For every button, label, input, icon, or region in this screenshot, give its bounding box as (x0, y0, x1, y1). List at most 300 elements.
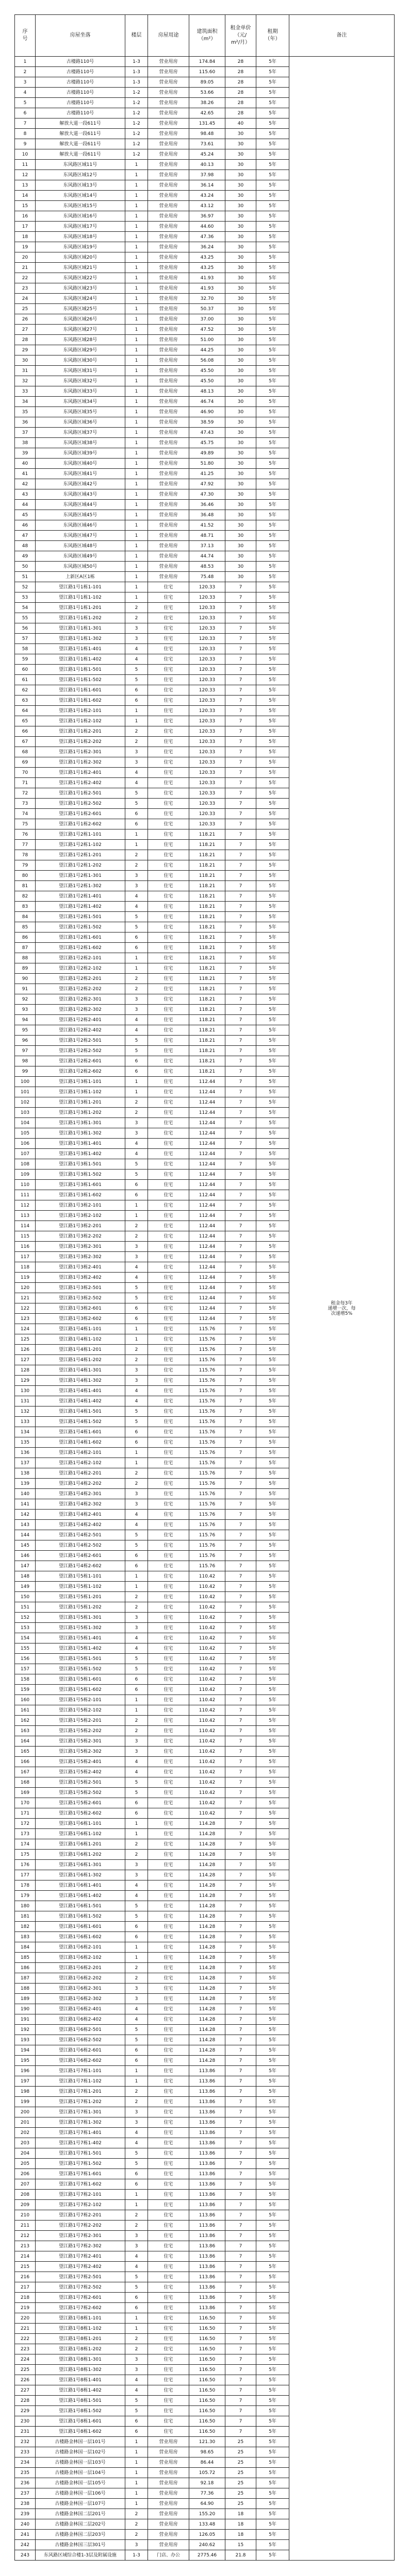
row-floor: 1-3 (125, 2550, 148, 2561)
row-no: 169 (15, 1788, 36, 1798)
row-area: 113.86 (189, 2107, 225, 2117)
row-no: 52 (15, 582, 36, 592)
row-use: 营业用房 (148, 500, 189, 510)
row-term: 5年 (256, 1200, 289, 1211)
row-location: 望江路1号1栋2-201 (36, 726, 125, 737)
row-location: 望江路1号6栋2-101 (36, 1942, 125, 1953)
row-no: 42 (15, 479, 36, 489)
row-rent: 7 (225, 850, 256, 860)
row-term: 5年 (256, 1118, 289, 1128)
row-no: 238 (15, 2499, 36, 2509)
row-area: 115.76 (189, 1437, 225, 1448)
row-area: 118.21 (189, 912, 225, 922)
row-location: 东风路区域48号 (36, 541, 125, 551)
row-no: 21 (15, 263, 36, 273)
row-use: 营业用房 (148, 2488, 189, 2499)
row-rent: 7 (225, 1149, 256, 1159)
row-term: 5年 (256, 1376, 289, 1386)
row-location: 东风路区域34号 (36, 397, 125, 407)
row-term: 5年 (256, 1273, 289, 1283)
row-no: 74 (15, 809, 36, 819)
row-floor: 4 (125, 2004, 148, 2014)
row-term: 5年 (256, 768, 289, 778)
row-location: 望江路1号4栋1-102 (36, 1334, 125, 1345)
row-floor: 1 (125, 345, 148, 355)
row-area: 51.00 (189, 335, 225, 345)
row-use: 住宅 (148, 1273, 189, 1283)
row-floor: 5 (125, 1159, 148, 1170)
row-use: 营业用房 (148, 242, 189, 252)
row-no: 106 (15, 1139, 36, 1149)
row-use: 营业用房 (148, 139, 189, 149)
row-rent: 7 (225, 1592, 256, 1602)
row-term: 5年 (256, 572, 289, 582)
row-no: 20 (15, 252, 36, 263)
header-rent: 租金单价 （元/ m²/月） (225, 15, 256, 57)
row-use: 住宅 (148, 2354, 189, 2365)
row-no: 22 (15, 273, 36, 283)
row-location: 望江路1号5栋2-601 (36, 1798, 125, 1808)
row-use: 住宅 (148, 2004, 189, 2014)
row-area: 115.76 (189, 1468, 225, 1479)
row-no: 46 (15, 520, 36, 531)
row-area: 113.86 (189, 2221, 225, 2231)
row-area: 120.33 (189, 716, 225, 726)
row-location: 望江路1号4栋2-202 (36, 1479, 125, 1489)
row-rent: 7 (225, 2303, 256, 2313)
row-rent: 7 (225, 2272, 256, 2282)
row-use: 营业用房 (148, 211, 189, 222)
row-term: 5年 (256, 1231, 289, 1242)
row-area: 115.76 (189, 1458, 225, 1468)
row-term: 5年 (256, 1561, 289, 1571)
row-term: 5年 (256, 829, 289, 840)
row-rent: 30 (225, 407, 256, 417)
row-no: 101 (15, 1087, 36, 1097)
row-use: 营业用房 (148, 572, 189, 582)
row-rent: 7 (225, 716, 256, 726)
row-no: 47 (15, 531, 36, 541)
row-rent: 7 (225, 644, 256, 654)
row-term: 5年 (256, 428, 289, 438)
row-location: 望江路1号4栋1-302 (36, 1376, 125, 1386)
row-location: 望江路1号8栋1-301 (36, 2354, 125, 2365)
row-use: 住宅 (148, 1200, 189, 1211)
row-term: 5年 (256, 1139, 289, 1149)
row-rent: 7 (225, 1953, 256, 1963)
row-rent: 7 (225, 1303, 256, 1314)
row-area: 112.44 (189, 1118, 225, 1128)
row-rent: 7 (225, 1180, 256, 1190)
row-rent: 7 (225, 582, 256, 592)
row-floor: 1 (125, 397, 148, 407)
row-floor: 6 (125, 933, 148, 943)
row-no: 54 (15, 603, 36, 613)
row-use: 住宅 (148, 1386, 189, 1396)
row-rent: 7 (225, 1406, 256, 1417)
row-location: 望江路1号5栋1-302 (36, 1623, 125, 1633)
row-term: 5年 (256, 912, 289, 922)
row-rent: 28 (225, 108, 256, 118)
row-location: 望江路1号3栋1-301 (36, 1118, 125, 1128)
row-no: 150 (15, 1592, 36, 1602)
row-floor: 1 (125, 355, 148, 366)
row-location: 望江路1号6栋1-602 (36, 1932, 125, 1942)
row-use: 营业用房 (148, 88, 189, 98)
row-no: 130 (15, 1386, 36, 1396)
row-no: 236 (15, 2478, 36, 2488)
row-area: 113.86 (189, 2190, 225, 2200)
row-floor: 5 (125, 1406, 148, 1417)
row-no: 116 (15, 1242, 36, 1252)
row-rent: 7 (225, 1674, 256, 1685)
row-use: 住宅 (148, 1190, 189, 1200)
row-floor: 5 (125, 1540, 148, 1551)
row-use: 营业用房 (148, 428, 189, 438)
row-no: 178 (15, 1880, 36, 1891)
row-floor: 1 (125, 829, 148, 840)
row-no: 210 (15, 2210, 36, 2221)
row-use: 住宅 (148, 1118, 189, 1128)
row-rent: 7 (225, 1314, 256, 1324)
row-floor: 3 (125, 881, 148, 891)
row-area: 118.21 (189, 922, 225, 933)
row-term: 5年 (256, 613, 289, 623)
row-floor: 4 (125, 644, 148, 654)
row-floor: 1 (125, 1448, 148, 1458)
row-floor: 2 (125, 2519, 148, 2530)
row-rent: 7 (225, 1097, 256, 1108)
row-area: 114.28 (189, 1891, 225, 1901)
row-area: 118.21 (189, 953, 225, 963)
row-floor: 1 (125, 283, 148, 294)
row-term: 5年 (256, 1314, 289, 1324)
row-rent: 7 (225, 2427, 256, 2437)
row-area: 114.28 (189, 1850, 225, 1860)
row-use: 住宅 (148, 2200, 189, 2210)
row-location: 望江路1号2栋1-402 (36, 902, 125, 912)
row-use: 住宅 (148, 1592, 189, 1602)
row-location: 望江路1号1栋2-601 (36, 809, 125, 819)
row-use: 住宅 (148, 2262, 189, 2272)
row-rent: 30 (225, 160, 256, 170)
row-no: 196 (15, 2066, 36, 2076)
row-rent: 7 (225, 1334, 256, 1345)
row-area: 118.21 (189, 963, 225, 974)
row-location: 东风路区域41号 (36, 469, 125, 479)
row-no: 228 (15, 2396, 36, 2406)
row-rent: 7 (225, 1221, 256, 1231)
row-area: 110.42 (189, 1664, 225, 1674)
row-term: 5年 (256, 1417, 289, 1427)
row-no: 211 (15, 2221, 36, 2231)
row-area: 118.21 (189, 1046, 225, 1056)
row-rent: 7 (225, 1077, 256, 1087)
row-floor: 2 (125, 603, 148, 613)
row-location: 望江路1号3栋2-502 (36, 1293, 125, 1303)
row-area: 45.24 (189, 149, 225, 160)
row-use: 住宅 (148, 592, 189, 603)
row-floor: 1 (125, 582, 148, 592)
row-area: 120.33 (189, 819, 225, 829)
row-floor: 2 (125, 613, 148, 623)
row-area: 110.42 (189, 1788, 225, 1798)
row-no: 112 (15, 1200, 36, 1211)
row-area: 114.28 (189, 1942, 225, 1953)
row-use: 住宅 (148, 943, 189, 953)
row-area: 110.42 (189, 1685, 225, 1695)
row-term: 5年 (256, 1777, 289, 1788)
row-floor: 3 (125, 1736, 148, 1747)
row-area: 126.05 (189, 2530, 225, 2540)
row-no: 35 (15, 407, 36, 417)
row-location: 望江路1号7栋2-501 (36, 2272, 125, 2282)
row-location: 古楼路金林国一层106号 (36, 2488, 125, 2499)
row-location: 东风路区域44号 (36, 500, 125, 510)
row-location: 古楼路金林国二层203号 (36, 2530, 125, 2540)
row-rent: 7 (225, 2066, 256, 2076)
row-term: 5年 (256, 1077, 289, 1087)
row-location: 东风路区域20号 (36, 252, 125, 263)
row-area: 110.42 (189, 1798, 225, 1808)
row-term: 5年 (256, 108, 289, 118)
row-no: 14 (15, 191, 36, 201)
row-floor: 1 (125, 273, 148, 283)
row-term: 5年 (256, 2478, 289, 2488)
row-rent: 7 (225, 840, 256, 850)
row-floor: 5 (125, 1901, 148, 1911)
row-use: 住宅 (148, 819, 189, 829)
row-term: 5年 (256, 1582, 289, 1592)
row-rent: 7 (225, 2334, 256, 2344)
row-location: 古楼路110号 (36, 108, 125, 118)
row-floor: 3 (125, 1499, 148, 1510)
row-location: 望江路1号2栋1-302 (36, 881, 125, 891)
row-term: 5年 (256, 2385, 289, 2396)
row-rent: 7 (225, 2035, 256, 2045)
row-term: 5年 (256, 2190, 289, 2200)
row-location: 望江路1号5栋1-502 (36, 1664, 125, 1674)
row-floor: 3 (125, 2107, 148, 2117)
row-no: 12 (15, 170, 36, 180)
row-floor: 1 (125, 263, 148, 273)
row-area: 114.28 (189, 1911, 225, 1922)
row-location: 望江路1号6栋1-101 (36, 1819, 125, 1829)
row-use: 住宅 (148, 840, 189, 850)
row-location: 望江路1号6栋1-301 (36, 1860, 125, 1870)
row-rent: 30 (225, 489, 256, 500)
row-use: 住宅 (148, 1520, 189, 1530)
row-use: 住宅 (148, 1829, 189, 1839)
row-area: 120.33 (189, 592, 225, 603)
row-rent: 7 (225, 902, 256, 912)
row-location: 望江路1号8栋1-302 (36, 2365, 125, 2375)
row-floor: 1-2 (125, 88, 148, 98)
row-rent: 7 (225, 1757, 256, 1767)
row-use: 住宅 (148, 582, 189, 592)
row-area: 53.66 (189, 88, 225, 98)
row-no: 117 (15, 1252, 36, 1262)
row-floor: 2 (125, 1973, 148, 1984)
row-term: 5年 (256, 2406, 289, 2416)
row-area: 98.65 (189, 2447, 225, 2458)
row-term: 5年 (256, 232, 289, 242)
row-use: 营业用房 (148, 551, 189, 562)
row-rent: 30 (225, 139, 256, 149)
row-floor: 2 (125, 1097, 148, 1108)
row-term: 5年 (256, 2437, 289, 2447)
row-area: 112.44 (189, 1200, 225, 1211)
row-rent: 7 (225, 2354, 256, 2365)
row-rent: 7 (225, 1880, 256, 1891)
row-area: 118.21 (189, 1066, 225, 1077)
row-no: 104 (15, 1118, 36, 1128)
row-use: 住宅 (148, 1911, 189, 1922)
row-no: 3 (15, 77, 36, 88)
row-use: 住宅 (148, 974, 189, 984)
row-floor: 3 (125, 1118, 148, 1128)
row-term: 5年 (256, 2365, 289, 2375)
row-use: 住宅 (148, 1819, 189, 1829)
row-rent: 7 (225, 1273, 256, 1283)
row-location: 望江路1号1栋2-202 (36, 737, 125, 747)
row-area: 120.33 (189, 665, 225, 675)
row-area: 114.28 (189, 1870, 225, 1880)
row-rent: 7 (225, 1716, 256, 1726)
row-area: 110.42 (189, 1747, 225, 1757)
row-rent: 28 (225, 67, 256, 77)
row-no: 213 (15, 2241, 36, 2251)
row-term: 5年 (256, 1510, 289, 1520)
row-no: 17 (15, 222, 36, 232)
row-floor: 3 (125, 1994, 148, 2004)
row-area: 120.33 (189, 768, 225, 778)
row-area: 114.28 (189, 1860, 225, 1870)
row-floor: 4 (125, 1139, 148, 1149)
row-floor: 1 (125, 551, 148, 562)
row-rent: 7 (225, 2014, 256, 2025)
row-location: 望江路1号1栋1-502 (36, 675, 125, 685)
row-rent: 7 (225, 1767, 256, 1777)
row-location: 望江路1号4栋2-302 (36, 1499, 125, 1510)
row-floor: 1 (125, 1942, 148, 1953)
row-no: 141 (15, 1499, 36, 1510)
row-term: 5年 (256, 644, 289, 654)
row-term: 5年 (256, 2179, 289, 2190)
row-location: 望江路1号6栋2-601 (36, 2045, 125, 2056)
row-floor: 1 (125, 448, 148, 459)
row-term: 5年 (256, 1963, 289, 1973)
row-term: 5年 (256, 170, 289, 180)
row-rent: 30 (225, 252, 256, 263)
row-term: 5年 (256, 933, 289, 943)
row-term: 5年 (256, 1128, 289, 1139)
row-area: 115.76 (189, 1530, 225, 1540)
row-location: 古楼路110号 (36, 57, 125, 67)
row-location: 望江路1号7栋1-402 (36, 2138, 125, 2148)
row-area: 43.24 (189, 191, 225, 201)
row-no: 124 (15, 1324, 36, 1334)
row-location: 望江路1号4栋1-101 (36, 1324, 125, 1334)
row-area: 116.50 (189, 2354, 225, 2365)
row-no: 183 (15, 1932, 36, 1942)
row-floor: 3 (125, 1376, 148, 1386)
row-term: 5年 (256, 2540, 289, 2550)
row-use: 住宅 (148, 768, 189, 778)
row-no: 148 (15, 1571, 36, 1582)
row-use: 住宅 (148, 737, 189, 747)
row-no: 226 (15, 2375, 36, 2385)
row-use: 住宅 (148, 1149, 189, 1159)
row-no: 83 (15, 902, 36, 912)
row-rent: 30 (225, 510, 256, 520)
row-no: 182 (15, 1922, 36, 1932)
row-floor: 1 (125, 531, 148, 541)
row-floor: 1-2 (125, 139, 148, 149)
row-no: 105 (15, 1128, 36, 1139)
row-use: 住宅 (148, 1283, 189, 1293)
row-floor: 1 (125, 335, 148, 345)
row-area: 47.92 (189, 479, 225, 489)
row-location: 东风路区域36号 (36, 417, 125, 428)
row-rent: 7 (225, 665, 256, 675)
row-term: 5年 (256, 1355, 289, 1365)
row-rent: 7 (225, 963, 256, 974)
row-term: 5年 (256, 242, 289, 252)
row-rent: 30 (225, 283, 256, 294)
row-term: 5年 (256, 98, 289, 108)
row-rent: 7 (225, 1540, 256, 1551)
row-location: 古楼路金林国一层101号 (36, 2437, 125, 2447)
row-rent: 25 (225, 2478, 256, 2488)
row-use: 住宅 (148, 1664, 189, 1674)
row-location: 望江路1号7栋2-602 (36, 2303, 125, 2313)
row-use: 营业用房 (148, 67, 189, 77)
row-rent: 7 (225, 809, 256, 819)
row-term: 5年 (256, 2550, 289, 2561)
row-use: 营业用房 (148, 160, 189, 170)
row-floor: 1 (125, 541, 148, 551)
row-term: 5年 (256, 1602, 289, 1613)
row-term: 5年 (256, 1808, 289, 1819)
row-rent: 7 (225, 871, 256, 881)
row-no: 229 (15, 2406, 36, 2416)
row-area: 48.13 (189, 386, 225, 397)
row-area: 115.76 (189, 1417, 225, 1427)
row-no: 64 (15, 706, 36, 716)
row-floor: 1 (125, 2468, 148, 2478)
row-term: 5年 (256, 562, 289, 572)
row-term: 5年 (256, 139, 289, 149)
row-term: 5年 (256, 2282, 289, 2293)
row-location: 望江路1号3栋1-401 (36, 1139, 125, 1149)
row-term: 5年 (256, 1262, 289, 1273)
row-area: 112.44 (189, 1149, 225, 1159)
row-term: 5年 (256, 531, 289, 541)
row-location: 解放大道一段611号 (36, 129, 125, 139)
row-floor: 5 (125, 1664, 148, 1674)
row-location: 望江路1号1栋2-302 (36, 757, 125, 768)
row-use: 住宅 (148, 1530, 189, 1540)
header-area: 建筑面积 （m²） (189, 15, 225, 57)
row-location: 东风路区域12号 (36, 170, 125, 180)
row-location: 古楼路金林国一层107号 (36, 2499, 125, 2509)
row-no: 223 (15, 2344, 36, 2354)
row-area: 92.18 (189, 2478, 225, 2488)
row-term: 5年 (256, 850, 289, 860)
row-use: 营业用房 (148, 304, 189, 314)
row-area: 114.28 (189, 1880, 225, 1891)
